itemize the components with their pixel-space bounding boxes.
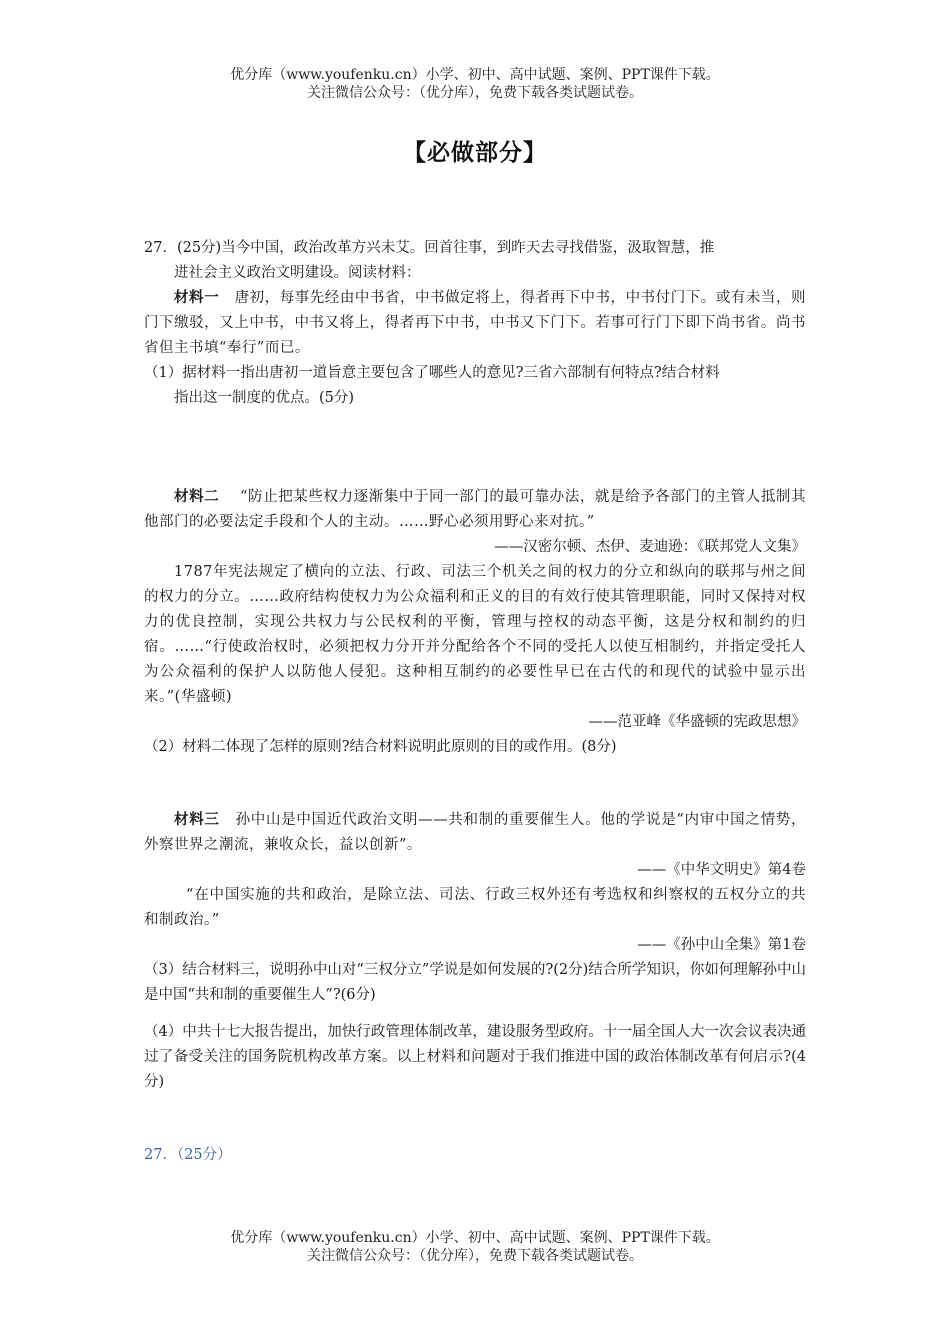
header-line-2: 关注微信公众号：（优分库），免费下载各类试题试卷。 (307, 85, 643, 101)
material-3-quote: “在中国实施的共和政治，是除立法、司法、行政三权外还有考选权和纠察权的五权分立的共和制政治。” (144, 887, 806, 928)
material-2-label: 材料二 (174, 489, 220, 505)
footer-line-1: 优分库（www.youfenku.cn）小学、初中、高中试题、案例、PPT课件下载。 (230, 1230, 720, 1246)
sub-question-2: （2）材料二体现了怎样的原则?结合材料说明此原则的目的或作用。(8分) (144, 739, 617, 755)
material-3-label: 材料三 (174, 812, 220, 828)
sub-question-1-line-2: 指出这一制度的优点。(5分) (174, 390, 355, 406)
answer-space-1 (144, 411, 806, 485)
material-1 (144, 286, 806, 361)
sub-question-3: （3）结合材料三，说明孙中山对“三权分立”学说是如何发展的?(2分)结合所学知识，你如何理解孙中山是中国“共和制的重要催生人”?(6分) (144, 962, 806, 1003)
question-body (144, 236, 806, 1168)
material-3-source-1: ——《中华文明史》第4卷 (637, 862, 806, 878)
answer-space-3 (144, 1095, 806, 1143)
sub-question-4: （4）中共十七大报告提出，加快行政管理体制改革，建设服务型政府。十一届全国人大一次会议表决通过了备受关注的国务院机构改革方案。以上材料和问题对于我们推进中国的政治体制改革有何启示?(4分) (144, 1024, 806, 1090)
question-intro-line-1: 27．(25分)当今中国，政治改革方兴未艾。回首往事，到昨天去寻找借鉴，汲取智慧，推 (144, 240, 715, 256)
header-line-1: 优分库（www.youfenku.cn）小学、初中、高中试题、案例、PPT课件下载。 (230, 67, 720, 83)
material-3 (144, 808, 806, 858)
material-2 (144, 485, 806, 535)
answer-space-2 (144, 760, 806, 808)
material-3-source-2: ——《孙中山全集》第1卷 (637, 937, 806, 953)
spacer (144, 1008, 806, 1020)
footer-line-2: 关注微信公众号：（优分库），免费下载各类试题试卷。 (307, 1248, 643, 1264)
material-2-quote: “防止把某些权力逐渐集中于同一部门的最可靠办法，就是给予各部门的主管人抵制其他部门的必要法定手段和个人的主动。……野心必须用野心来对抗。” (144, 489, 807, 530)
sub-question-1-line-1: （1）据材料一指出唐初一道旨意主要包含了哪些人的意见?三省六部制有何特点?结合材料 (144, 365, 720, 381)
page-header (0, 66, 950, 102)
material-1-text: 唐初，每事先经由中书省，中书做定将上，得者再下中书，中书付门下。或有未当，则门下缴驳，又上中书，中书又将上，得者再下中书，中书又下门下。若事可行门下即下尚书省。尚书省但主书填“奉行”而已。 (144, 290, 807, 356)
question-intro-line-2: 进社会主义政治文明建设。阅读材料： (174, 265, 421, 281)
answer-heading: 27．（25分） (144, 1147, 232, 1163)
material-2-paragraph: 1787年宪法规定了横向的立法、行政、司法三个机关之间的权力的分立和纵向的联邦与州之间的权力的分立。……政府结构使权力为公众福利和正义的目的有效行使其管理职能，同时又保持对权力的优良控制，实现公共权力与公民权利的平衡，管理与控权的动态平衡，这是分权和制约的归宿。……“行使政治权时，必须把权力分开并分配给各个不同的受托人以使互相制约，并指定受托人为公众福利的保护人以防他人侵犯。这种相互制约的必要性早已在古代的和现代的试验中显示出来。”(华盛顿) (144, 564, 806, 705)
material-3-text: 孙中山是中国近代政治文明——共和制的重要催生人。他的学说是“内审中国之情势，外察世界之潮流，兼收众长，益以创新”。 (144, 812, 806, 853)
section-title: 【必做部分】 (403, 140, 547, 166)
material-2-source-2: ——范亚峰《华盛顿的宪政思想》 (588, 714, 806, 730)
material-1-label: 材料一 (174, 290, 220, 306)
page-footer (0, 1229, 950, 1265)
material-2-source-1: ——汉密尔顿、杰伊、麦迪逊：《联邦党人文集》 (494, 539, 806, 555)
